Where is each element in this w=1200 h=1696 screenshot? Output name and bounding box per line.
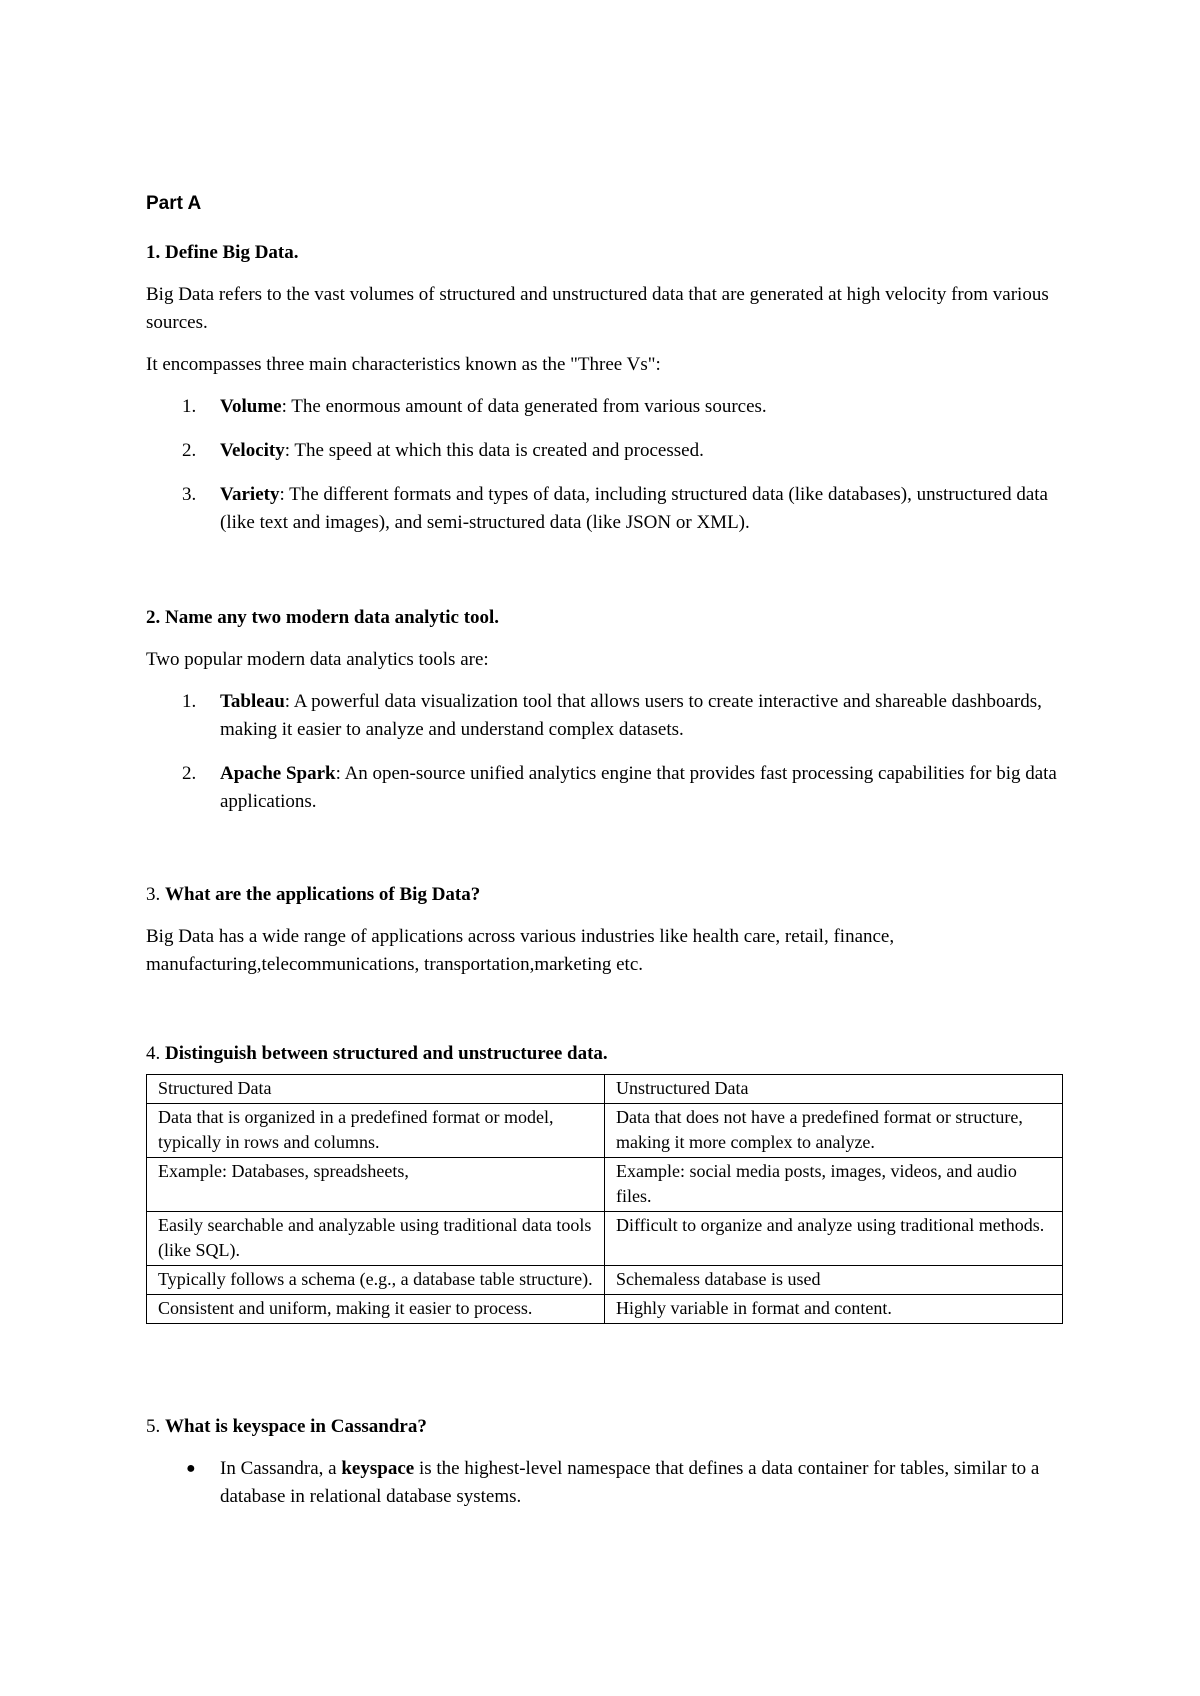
question-text: What is keyspace in Cassandra? (165, 1416, 427, 1437)
table-row (147, 1266, 1063, 1295)
list-description: : An open-source unified analytics engine that provides fast processing capabilities for big data applications. (220, 763, 1057, 812)
question-1-section (146, 239, 1066, 553)
question-2-heading (146, 604, 1066, 632)
table-cell: Consistent and uniform, making it easier to process. (147, 1295, 605, 1324)
list-item (146, 481, 1066, 537)
question-text: What are the applications of Big Data? (165, 884, 481, 905)
question-4-heading (146, 1040, 1066, 1068)
question-3-answer: Big Data has a wide range of applications across various industries like health care, retail, finance, manufacturing,telecommunications, transportation,marketing etc. (146, 926, 895, 975)
question-number: 1. (146, 242, 161, 263)
list-term: Tableau (220, 691, 285, 712)
table-cell: Difficult to organize and analyze using traditional methods. (605, 1212, 1063, 1266)
keyspace-bullet-list (146, 1455, 1066, 1511)
list-description: : A powerful data visualization tool that allows users to create interactive and shareable dashboards, making it easier to analyze and understand complex datasets. (220, 691, 1042, 740)
question-5-section (146, 1413, 1066, 1511)
table-row (147, 1212, 1063, 1266)
table-row (147, 1104, 1063, 1158)
table-cell: Data that is organized in a predefined format or model, typically in rows and columns. (147, 1104, 605, 1158)
list-number: 2. (182, 763, 197, 784)
question-text: Name any two modern data analytic tool. (165, 607, 500, 628)
question-2-intro: Two popular modern data analytics tools are: (146, 649, 489, 670)
table-cell: Example: social media posts, images, videos, and audio files. (605, 1158, 1063, 1212)
question-number: 2. (146, 607, 161, 628)
tools-list (146, 688, 1066, 816)
table-cell: Data that does not have a predefined format or structure, making it more complex to analyze. (605, 1104, 1063, 1158)
list-item (146, 760, 1066, 816)
question-1-definition: Big Data refers to the vast volumes of structured and unstructured data that are generated at high velocity from various sources. (146, 284, 1049, 333)
list-number: 2. (182, 440, 197, 461)
table-cell: Schemaless database is used (605, 1266, 1063, 1295)
question-number: 3. (146, 884, 161, 905)
list-item (146, 393, 1066, 421)
table-header-row (147, 1075, 1063, 1104)
table-cell: Easily searchable and analyzable using traditional data tools (like SQL). (147, 1212, 605, 1266)
table-row (147, 1158, 1063, 1212)
table-header-cell: Structured Data (147, 1075, 605, 1104)
list-term: Velocity (220, 440, 285, 461)
question-2-section (146, 604, 1066, 832)
list-number: 3. (182, 484, 197, 505)
bullet-icon: ● (186, 1460, 196, 1477)
comparison-table (146, 1074, 1063, 1324)
list-description: : The speed at which this data is created and processed. (284, 440, 704, 461)
table-cell: Example: Databases, spreadsheets, (147, 1158, 605, 1212)
list-term: Variety (220, 484, 280, 505)
three-vs-list (146, 393, 1066, 537)
list-description: : The different formats and types of data, including structured data (like databases), unstructured data (like text and images), and semi-structured data (like JSON or XML). (220, 484, 1048, 533)
question-1-intro: It encompasses three main characteristics known as the "Three Vs": (146, 354, 661, 375)
part-title: Part A (146, 193, 202, 214)
list-item (146, 688, 1066, 744)
table-cell: Typically follows a schema (e.g., a database table structure). (147, 1266, 605, 1295)
question-4-section (146, 1040, 1066, 1324)
question-text: Define Big Data. (165, 242, 299, 263)
table-row (147, 1295, 1063, 1324)
list-number: 1. (182, 691, 197, 712)
question-number: 4. (146, 1043, 161, 1064)
question-1-heading (146, 239, 1066, 267)
list-number: 1. (182, 396, 197, 417)
question-5-heading (146, 1413, 1066, 1441)
question-3-section (146, 881, 1066, 993)
question-3-heading (146, 881, 1066, 909)
question-number: 5. (146, 1416, 161, 1437)
table-cell: Highly variable in format and content. (605, 1295, 1063, 1324)
list-description: : The enormous amount of data generated from various sources. (281, 396, 767, 417)
table-header-cell: Unstructured Data (605, 1075, 1063, 1104)
bullet-text-post: is the highest-level namespace that defines a data container for tables, similar to a database in relational database systems. (220, 1458, 1040, 1507)
question-text: Distinguish between structured and unstructuree data. (165, 1043, 608, 1064)
bullet-term: keyspace (341, 1458, 415, 1479)
list-item (146, 1455, 1066, 1511)
list-term: Volume (220, 396, 282, 417)
list-item (146, 437, 1066, 465)
bullet-text-pre: In Cassandra, a (220, 1458, 342, 1479)
list-term: Apache Spark (220, 763, 336, 784)
